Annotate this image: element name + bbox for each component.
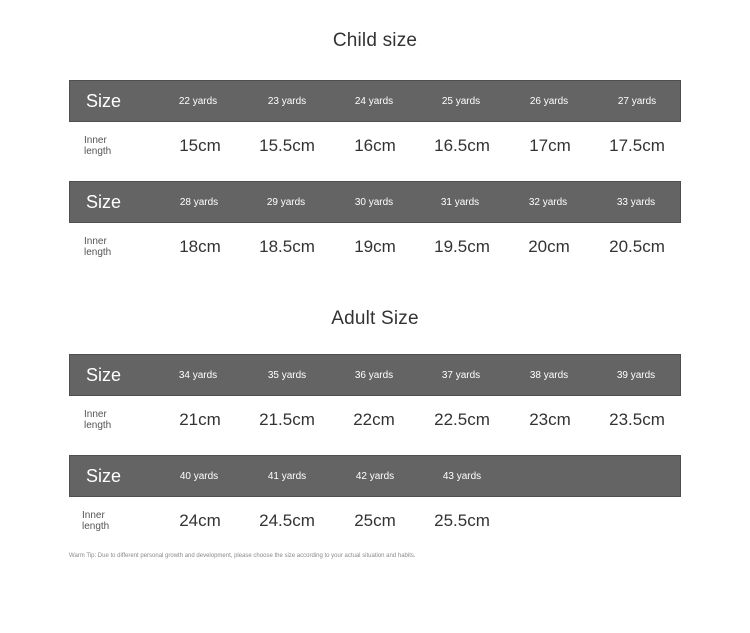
warm-tip-text: Warm Tip: Due to different personal growth and development, please choose the size according to your actual situation and habits. xyxy=(69,553,416,559)
length-value: 16cm xyxy=(354,136,396,155)
child-size-title: Child size xyxy=(332,30,418,51)
size-header-label: Size xyxy=(86,90,122,111)
size-value: 26 yards xyxy=(529,95,569,107)
length-value: 22.5cm xyxy=(434,410,490,429)
size-value: 24 yards xyxy=(354,95,394,107)
length-value: 24cm xyxy=(179,511,221,530)
length-value: 22cm xyxy=(353,410,395,429)
size-header-label: Size xyxy=(86,465,122,486)
length-value: 25cm xyxy=(354,511,396,530)
length-value: 15.5cm xyxy=(259,136,315,155)
length-value: 17cm xyxy=(529,136,571,155)
size-value: 32 yards xyxy=(528,196,568,208)
inner-length-label: Inner length xyxy=(82,510,110,532)
size-value: 35 yards xyxy=(267,369,307,381)
adult-size-title: Adult Size xyxy=(331,308,419,329)
length-value: 18.5cm xyxy=(259,237,315,256)
size-value: 36 yards xyxy=(354,369,394,381)
size-value: 38 yards xyxy=(529,369,569,381)
size-header-label: Size xyxy=(86,364,122,385)
size-value: 22 yards xyxy=(178,95,218,107)
child-size-table-1 xyxy=(69,80,681,170)
length-value: 21cm xyxy=(179,410,221,429)
size-header-row xyxy=(69,354,681,396)
size-value: 33 yards xyxy=(616,196,656,208)
length-value: 18cm xyxy=(179,237,221,256)
inner-length-label: Inner length xyxy=(84,409,112,431)
size-value: 28 yards xyxy=(179,196,219,208)
size-value: 27 yards xyxy=(617,95,657,107)
size-header-row xyxy=(69,181,681,223)
length-value: 15cm xyxy=(179,136,221,155)
inner-length-row xyxy=(69,122,681,170)
adult-size-table-1 xyxy=(69,354,681,444)
length-value: 19.5cm xyxy=(434,237,490,256)
size-value: 25 yards xyxy=(441,95,481,107)
inner-length-label: Inner length xyxy=(84,236,112,258)
adult-size-table-2 xyxy=(69,455,681,545)
length-value: 19cm xyxy=(354,237,396,256)
inner-length-label: Inner length xyxy=(84,135,112,157)
length-value: 17.5cm xyxy=(609,136,665,155)
size-value: 39 yards xyxy=(616,369,656,381)
length-value: 21.5cm xyxy=(259,410,315,429)
size-value: 31 yards xyxy=(440,196,480,208)
length-value: 16.5cm xyxy=(434,136,490,155)
size-header-row xyxy=(69,455,681,497)
size-header-label: Size xyxy=(86,191,122,212)
size-value: 43 yards xyxy=(442,470,482,482)
length-value: 20.5cm xyxy=(609,237,665,256)
length-value: 24.5cm xyxy=(259,511,315,530)
size-value: 40 yards xyxy=(179,470,219,482)
size-value: 41 yards xyxy=(267,470,307,482)
size-value: 23 yards xyxy=(267,95,307,107)
length-value: 25.5cm xyxy=(434,511,490,530)
inner-length-row xyxy=(69,497,681,545)
inner-length-row xyxy=(69,223,681,271)
size-value: 42 yards xyxy=(355,470,395,482)
length-value: 23cm xyxy=(529,410,571,429)
size-value: 30 yards xyxy=(354,196,394,208)
size-header-row xyxy=(69,80,681,122)
length-value: 23.5cm xyxy=(609,410,665,429)
size-value: 29 yards xyxy=(266,196,306,208)
length-value: 20cm xyxy=(528,237,570,256)
inner-length-row xyxy=(69,396,681,444)
child-size-table-2 xyxy=(69,181,681,271)
size-value: 34 yards xyxy=(178,369,218,381)
size-value: 37 yards xyxy=(441,369,481,381)
